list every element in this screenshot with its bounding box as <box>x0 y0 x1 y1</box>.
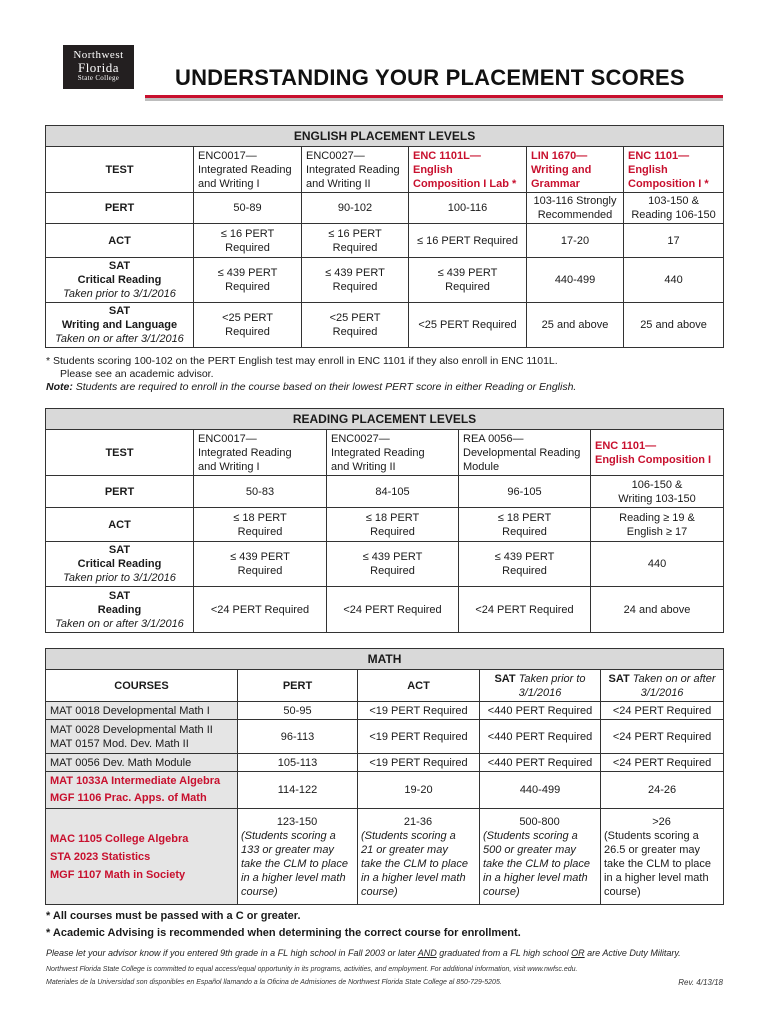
col-enc1101: ENC 1101— English Composition I * <box>624 147 724 193</box>
logo-line2: Florida <box>77 60 120 75</box>
table-row: ACT ≤ 16 PERT Required ≤ 16 PERT Required ≤ 16 PERT Required 17-20 17 <box>46 224 724 258</box>
reading-section-title: READING PLACEMENT LEVELS <box>46 409 724 430</box>
table-row: SAT Critical Reading Taken prior to 3/1/2016 ≤ 439 PERT Required ≤ 439 PERT Required ≤ 439 PERT Required 440-499 440 <box>46 258 724 303</box>
table-row: PERT 50-89 90-102 100-116 103-116 Strongly Recommended 103-150 & Reading 106-150 <box>46 193 724 224</box>
english-footnote: * Students scoring 100-102 on the PERT English test may enroll in ENC 1101 if they also enroll in ENC 1101L. Please see an academic advisor. Note: Students are required to enroll in the course based on their lowest PERT score in either Reading or English. <box>46 355 577 393</box>
reading-placement-table: READING PLACEMENT LEVELS TEST ENC0017— Integrated Reading and Writing I ENC0027— Integrated Reading and Writing II REA 0056— Developmental Reading Module ENC 1101— English Composition I PERT 50-83 84-105 96-105 106-150 & Writing 103-150 ACT ≤ 18 PERT Required ≤ 18 PERT Required ≤ 18 PERT Required Reading ≥ 19 & English ≥ 17 SAT Critical Reading Taken prior to 3/1/2016 ≤ 439 PERT Required ≤ 439 PERT Required ≤ 439 PERT Required 440 SAT Reading Taken on or after 3/1/2016 <24 PERT Required <24 PERT Required <24 PERT Required 24 and above <box>45 408 724 633</box>
col-enc1101l: ENC 1101L— English Composition I Lab * <box>409 147 527 193</box>
col-enc0027: ENC0027— Integrated Reading and Writing II <box>302 147 409 193</box>
col-lin1670: LIN 1670— Writing and Grammar <box>527 147 624 193</box>
english-section-title: ENGLISH PLACEMENT LEVELS <box>46 126 724 147</box>
test-header: TEST <box>46 147 194 193</box>
table-row: SAT Reading Taken on or after 3/1/2016 <24 PERT Required <24 PERT Required <24 PERT Required 24 and above <box>46 587 724 633</box>
math-footnotes: * All courses must be passed with a C or greater. * Academic Advising is recommended when determining the correct course for enrollment. <box>46 910 521 939</box>
title-rule-gray <box>145 98 723 101</box>
page-title: UNDERSTANDING YOUR PLACEMENT SCORES <box>175 65 685 90</box>
table-row: SAT Critical Reading Taken prior to 3/1/2016 ≤ 439 PERT Required ≤ 439 PERT Required ≤ 439 PERT Required 440 <box>46 542 724 587</box>
math-section-title: MATH <box>46 649 724 670</box>
table-row: MAT 0056 Dev. Math Module 105-113 <19 PERT Required <440 PERT Required <24 PERT Required <box>46 754 724 772</box>
english-placement-table <box>45 125 724 348</box>
col-enc0017: ENC0017— Integrated Reading and Writing I <box>194 147 302 193</box>
table-row: MAT 1033A Intermediate Algebra MGF 1106 Prac. Apps. of Math 114-122 19-20 440-499 24-26 <box>46 772 724 809</box>
logo-line3: State College <box>77 74 120 82</box>
table-row: ACT ≤ 18 PERT Required ≤ 18 PERT Required ≤ 18 PERT Required Reading ≥ 19 & English ≥ 17 <box>46 508 724 542</box>
equal-access-note: Northwest Florida State College is committed to equal access/equal opportunity in its programs, activities, and employment. For additional information, visit www.nwfsc.edu. <box>46 966 578 973</box>
logo-line1: Northwest <box>73 49 124 61</box>
math-placement-table: MATH COURSES PERT ACT SAT Taken prior to 3/1/2016 SAT Taken on or after 3/1/2016 MAT 0018 Developmental Math I 50-95 <19 PERT Required <440 PERT Required <24 PERT Required MAT 0028 Developmental Math II MAT 0157 Mod. Dev. Math II 96-113 <19 PERT Required <440 PERT Required <24 PERT Required MAT 0056 Dev. Math Module 105-113 <19 PERT Required <440 PERT Required <24 PERT Required MAT 1033A Intermediate Algebra MGF 1106 Prac. Apps. of Math 114-122 19-20 440-499 24-26 MAC 1105 College Algebra STA 2023 Statistics MGF 1107 Math in Society 123-150 (Students scoring a 133 or greater may take the CLM to place in a higher level math course) 21-36 (Students scoring a 21 or greater may take the CLM to place in a higher level math course) 500-800 (Students scoring a 500 or greater may take the CLM to place in a higher level math course) >26 (Students scoring a 26.5 or greater may take the CLM to place in a higher level math course) <box>45 648 724 905</box>
table-row: MAT 0028 Developmental Math II MAT 0157 Mod. Dev. Math II 96-113 <19 PERT Required <440 PERT Required <24 PERT Required <box>46 720 724 754</box>
advisor-note: Please let your advisor know if you entered 9th grade in a FL high school in Fall 2003 or later AND graduated from a FL high school OR are Active Duty Military. <box>46 948 681 958</box>
table-row: MAT 0018 Developmental Math I 50-95 <19 PERT Required <440 PERT Required <24 PERT Required <box>46 702 724 720</box>
spanish-note: Materiales de la Universidad son disponibles en Español llamando a la Oficina de Admisiones de Northwest Florida State College al 850-729-5205. <box>46 979 502 986</box>
table-row: PERT 50-83 84-105 96-105 106-150 & Writing 103-150 <box>46 476 724 508</box>
college-logo <box>63 45 134 89</box>
revision-date: Rev. 4/13/18 <box>678 978 723 987</box>
table-row: MAC 1105 College Algebra STA 2023 Statistics MGF 1107 Math in Society 123-150 (Students scoring a 133 or greater may take the CLM to place in a higher level math course) 21-36 (Students scoring a 21 or greater may take the CLM to place in a higher level math course) 500-800 (Students scoring a 500 or greater may take the CLM to place in a higher level math course) >26 (Students scoring a 26.5 or greater may take the CLM to place in a higher level math course) <box>46 809 724 905</box>
table-row: SAT Writing and Language Taken on or after 3/1/2016 <25 PERT Required <25 PERT Required <25 PERT Required 25 and above 25 and above <box>46 303 724 348</box>
